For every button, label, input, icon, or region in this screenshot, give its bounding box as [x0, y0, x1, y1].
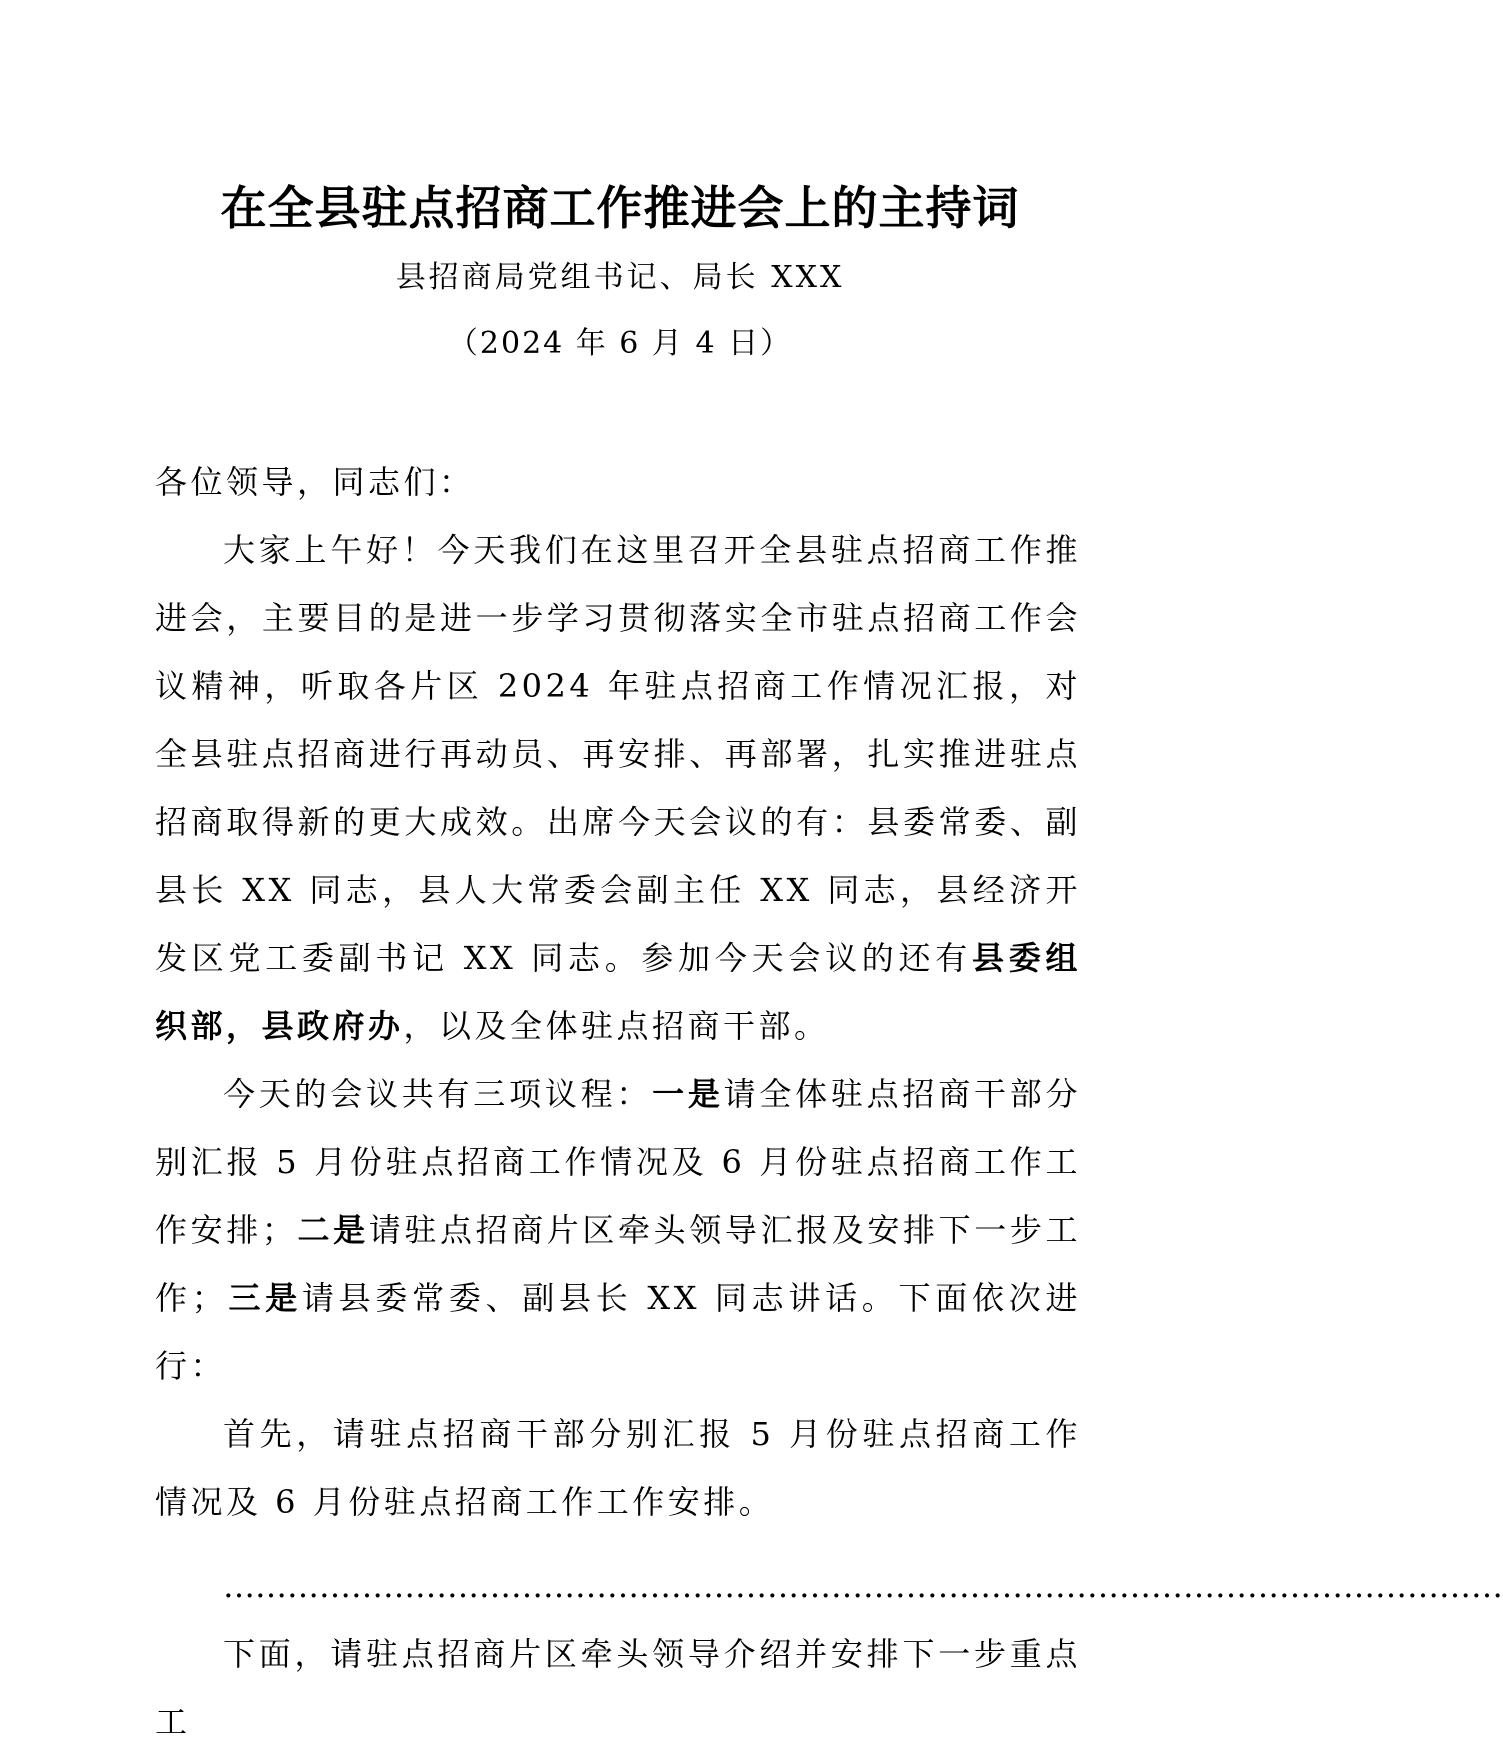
agenda-item3-text: 请县委常委、副县长 XX 同志讲话。下面依次进行：: [155, 1279, 1081, 1385]
next-step-paragraph: 下面，请驻点招商片区牵头领导介绍并安排下一步重点工: [155, 1635, 1081, 1741]
agenda-item2-text: 请驻点招商片区牵头领导汇报及安排下一步工作；: [155, 1211, 1081, 1317]
document-title: 在全县驻点招商工作推进会上的主持词: [220, 181, 1020, 235]
salutation: 各位领导，同志们：: [155, 463, 475, 501]
agenda-item1-label: 一是: [652, 1075, 724, 1113]
author-line: 县招商局党组书记、局长 XXX: [395, 260, 845, 295]
attending-departments: 县委组织部，县政府办: [155, 939, 1081, 1045]
document-body: [155, 448, 1503, 1756]
agenda-item1-text: 请全体驻点招商干部分别汇报 5 月份驻点招商工作情况及 6 月份驻点招商工作工作安排；: [155, 1075, 1081, 1249]
document-date: （2024 年 6 月 4 日）: [447, 326, 793, 361]
opening-paragraph-end: ，以及全体驻点招商干部。: [403, 1007, 830, 1045]
agenda-paragraph: [155, 1060, 1081, 1400]
ellipsis-line: …………………………………………………………………………………………………………: [223, 1567, 1503, 1605]
agenda-item3-label: 三是: [227, 1279, 302, 1317]
agenda-intro: 今天的会议共有三项议程：: [223, 1075, 653, 1113]
opening-paragraph: [155, 516, 1081, 1060]
opening-paragraph-text: 大家上午好！今天我们在这里召开全县驻点招商工作推进会，主要目的是进一步学习贯彻落实全市驻点招商工作会议精神，听取各片区 2024 年驻点招商工作情况汇报，对全县驻点招商进行再动员、再安排、再部署，扎实推进驻点招商取得新的更大成效。出席今天会议的有：县委常委、副县长 XX 同志，县人大常委会副主任 XX 同志，县经济开发区党工委副书记 XX 同志。参加今天会议的还有: [155, 531, 1081, 977]
first-step-paragraph: 首先，请驻点招商干部分别汇报 5 月份驻点招商工作情况及 6 月份驻点招商工作工作安排。: [155, 1415, 1081, 1521]
agenda-item2-label: 二是: [297, 1211, 369, 1249]
